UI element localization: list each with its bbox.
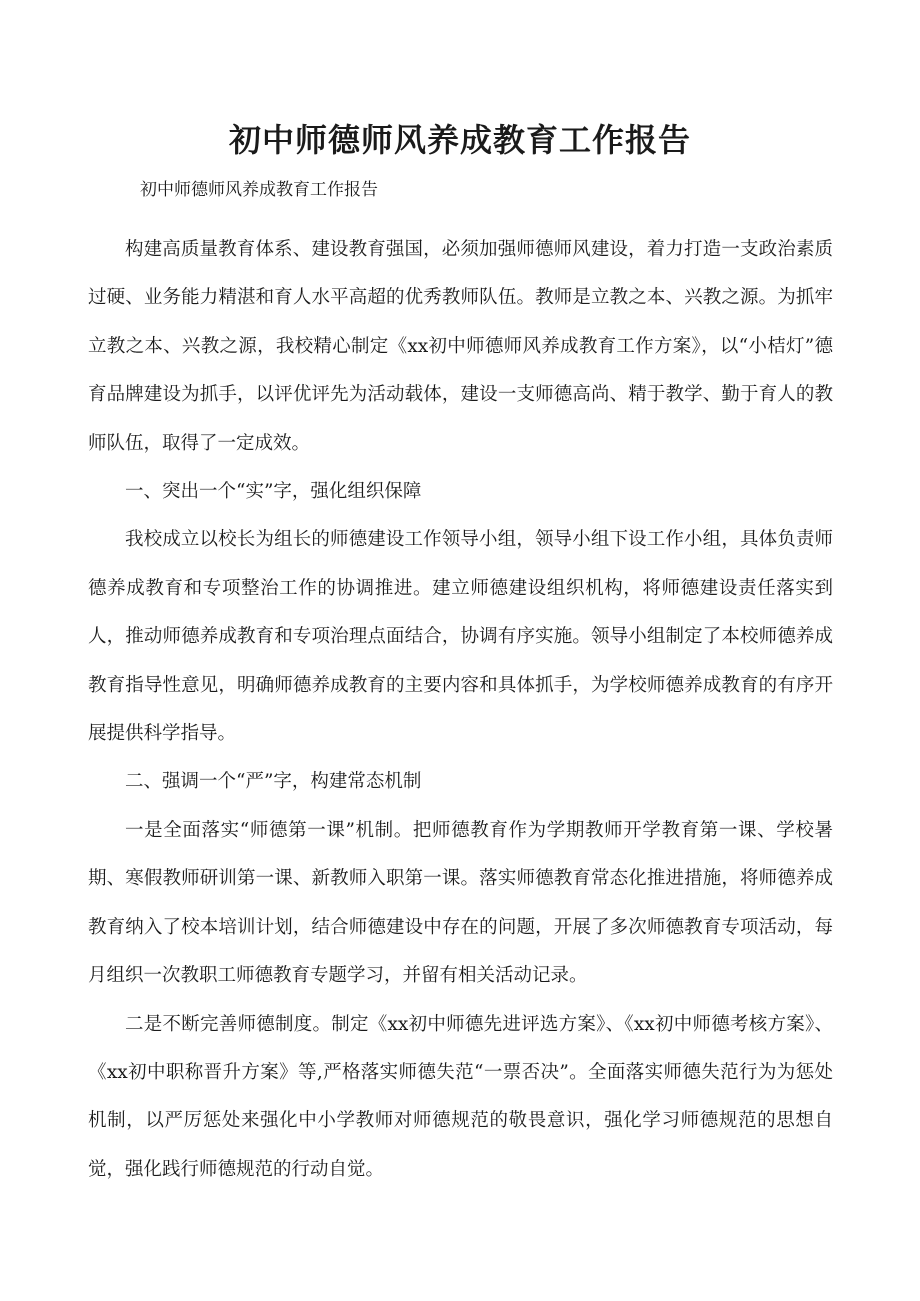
paragraph-system: 二是不断完善师德制度。制定《xx初中师德先进评选方案》、《xx初中师德考核方案》、《xx初中职称晋升方案》等,严格落实师德失范“一票否决”。全面落实师德失范行为为惩处机制，以严厉惩处来强化中小学教师对师德规范的敬畏意识，强化学习师德规范的思想自觉，强化践行师德规范的行动自觉。 <box>88 1013 833 1180</box>
section-heading-1: 一、突出一个“实”字，强化组织保障 <box>125 481 422 503</box>
document-title: 初中师德师风养成教育工作报告 <box>228 121 691 159</box>
document-subtitle: 初中师德师风养成教育工作报告 <box>140 180 378 200</box>
document-body <box>88 226 833 1194</box>
section-heading-2: 二、强调一个“严”字，构建常态机制 <box>125 771 422 793</box>
paragraph-intro: 构建高质量教育体系、建设教育强国，必须加强师德师风建设，着力打造一支政治素质过硬、业务能力精湛和育人水平高超的优秀教师队伍。教师是立教之本、兴教之源。为抓牢立教之本、兴教之源，我校精心制定《xx初中师德师风养成教育工作方案》，以“小桔灯”德育品牌建设为抓手，以评优评先为活动载体，建设一支师德高尚、精于教学、勤于育人的教师队伍，取得了一定成效。 <box>88 239 833 454</box>
paragraph-first-lesson: 一是全面落实“师德第一课”机制。把师德教育作为学期教师开学教育第一课、学校暑期、寒假教师研训第一课、新教师入职第一课。落实师德教育常态化推进措施，将师德养成教育纳入了校本培训计划，结合师德建设中存在的问题，开展了多次师德教育专项活动，每月组织一次教职工师德教育专题学习，并留有相关活动记录。 <box>88 819 833 987</box>
paragraph-organization: 我校成立以校长为组长的师德建设工作领导小组，领导小组下设工作小组，具体负责师德养成教育和专项整治工作的协调推进。建立师德建设组织机构，将师德建设责任落实到人，推动师德养成教育和专项治理点面结合，协调有序实施。领导小组制定了本校师德养成教育指导性意见，明确师德养成教育的主要内容和具体抓手，为学校师德养成教育的有序开展提供科学指导。 <box>88 529 833 745</box>
